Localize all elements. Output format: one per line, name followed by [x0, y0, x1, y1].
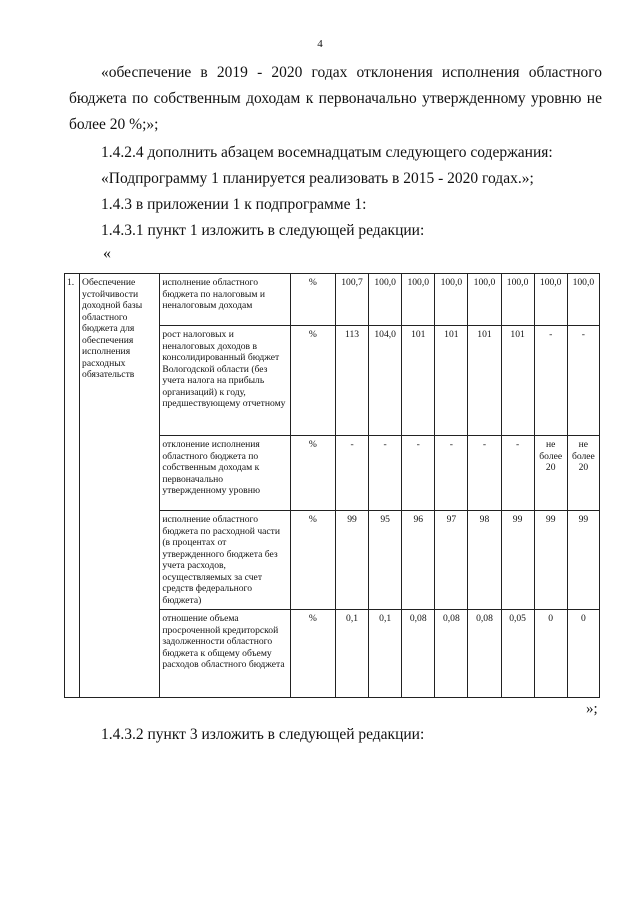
paragraph-1-line-2: бюджета по собственным доходам к первоначально утвержденному уровню не [69, 90, 602, 107]
value-cell: 113 [335, 326, 368, 436]
value-cell: 0 [567, 610, 599, 698]
value-cell: 101 [402, 326, 435, 436]
value-cell: 104,0 [369, 326, 402, 436]
table-row [65, 274, 600, 326]
value-cell: 100,0 [369, 274, 402, 326]
indicator-name-cell: отклонение исполнения областного бюджета по собственным доходам к первоначально утвержденному уровню [160, 436, 290, 511]
unit-cell: % [290, 274, 335, 326]
goal-cell: Обеспечение устойчивости доходной базы областного бюджета для обеспечения исполнения расходных обязательств [80, 274, 160, 698]
value-cell: не более 20 [567, 436, 599, 511]
paragraph-1-line-1: «обеспечение в 2019 - 2020 годах отклонения исполнения областного [101, 64, 602, 81]
indicator-name-cell: рост налоговых и неналоговых доходов в консолидированный бюджет Вологодской области (без учета налога на прибыль организаций) к году, предшествующему отчетному [160, 326, 290, 436]
page-number: 4 [317, 38, 323, 50]
paragraph-4: 1.4.3 в приложении 1 к подпрограмме 1: [101, 196, 367, 213]
unit-cell: % [290, 326, 335, 436]
value-cell: - [534, 326, 567, 436]
unit-cell: % [290, 511, 335, 610]
value-cell: 101 [435, 326, 468, 436]
value-cell: 98 [468, 511, 501, 610]
value-cell: - [567, 326, 599, 436]
value-cell: 100,0 [534, 274, 567, 326]
indicators-table [64, 273, 600, 698]
paragraph-6: 1.4.3.2 пункт 3 изложить в следующей редакции: [101, 726, 425, 743]
unit-cell: % [290, 610, 335, 698]
paragraph-1-line-3: более 20 %;»; [69, 116, 159, 133]
value-cell: 99 [335, 511, 368, 610]
value-cell: 0,1 [369, 610, 402, 698]
value-cell: 100,0 [567, 274, 599, 326]
value-cell: 0,08 [435, 610, 468, 698]
paragraph-3: «Подпрограмму 1 планируется реализовать в 2015 - 2020 годах.»; [101, 170, 534, 187]
value-cell: - [335, 436, 368, 511]
value-cell: - [501, 436, 534, 511]
value-cell: 101 [501, 326, 534, 436]
indicator-name-cell: исполнение областного бюджета по налоговым и неналоговым доходам [160, 274, 290, 326]
value-cell: 100,0 [501, 274, 534, 326]
value-cell: - [402, 436, 435, 511]
value-cell: - [435, 436, 468, 511]
value-cell: 100,7 [335, 274, 368, 326]
value-cell: 100,0 [468, 274, 501, 326]
unit-cell: % [290, 436, 335, 511]
paragraph-2: 1.4.2.4 дополнить абзацем восемнадцатым следующего содержания: [101, 144, 553, 161]
value-cell: 0 [534, 610, 567, 698]
indicator-name-cell: отношение объема просроченной кредиторской задолженности областного бюджета к общему объему расходов областного бюджета [160, 610, 290, 698]
value-cell: 0,05 [501, 610, 534, 698]
value-cell: 100,0 [402, 274, 435, 326]
value-cell: не более 20 [534, 436, 567, 511]
closing-quote: »; [586, 701, 598, 717]
value-cell: 99 [501, 511, 534, 610]
value-cell: 99 [534, 511, 567, 610]
value-cell: 96 [402, 511, 435, 610]
value-cell: 0,1 [335, 610, 368, 698]
paragraph-5: 1.4.3.1 пункт 1 изложить в следующей редакции: [101, 222, 425, 239]
value-cell: 97 [435, 511, 468, 610]
value-cell: 0,08 [402, 610, 435, 698]
row-number-cell: 1. [65, 274, 80, 698]
value-cell: - [369, 436, 402, 511]
indicator-name-cell: исполнение областного бюджета по расходной части (в процентах от утвержденного бюджета без учета расходов, осуществляемых за счет средств федерального бюджета) [160, 511, 290, 610]
value-cell: 100,0 [435, 274, 468, 326]
opening-quote: « [103, 245, 111, 262]
value-cell: 99 [567, 511, 599, 610]
value-cell: 101 [468, 326, 501, 436]
value-cell: - [468, 436, 501, 511]
value-cell: 95 [369, 511, 402, 610]
value-cell: 0,08 [468, 610, 501, 698]
